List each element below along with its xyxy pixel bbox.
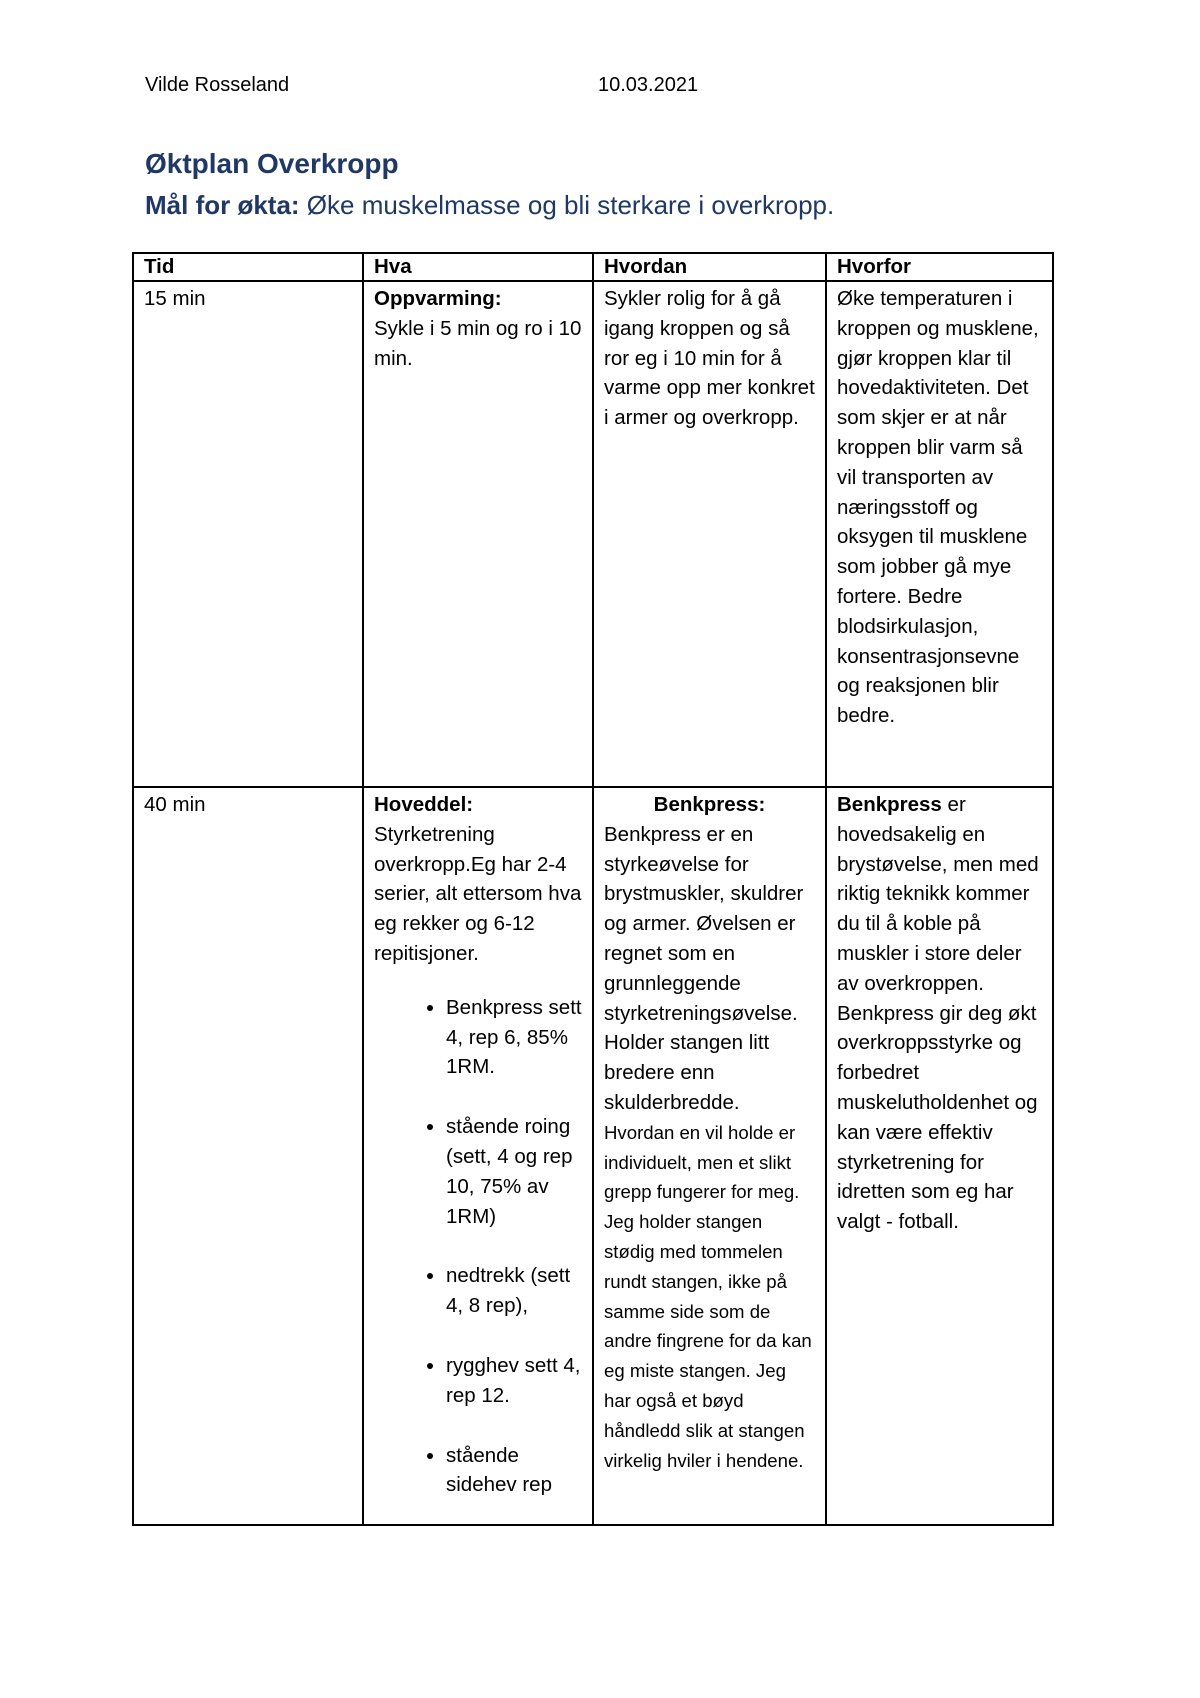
page-title: Øktplan Overkropp — [145, 148, 399, 179]
benchpress-label: Benkpress: — [653, 793, 766, 816]
table-row — [133, 281, 1053, 787]
cell-tid: 15 min — [133, 281, 363, 787]
document-date: 10.03.2021 — [598, 74, 699, 96]
list-item: • Benkpress sett 4, rep 6, 85% 1RM. — [446, 993, 582, 1082]
grip-description: Hvordan en vil holde er individuelt, men et slikt grepp fungerer for meg. Jeg holder stangen stødig med tommelen rundt stangen, ikke på samme side som de andre fingrene for da kan eg miste stangen. Jeg har også et bøyd håndledd slik at stangen virkelig hviler i hendene. — [604, 1121, 812, 1471]
cell-hva — [363, 281, 593, 787]
benchpress-reason: er hovedsakelig en brystøvelse, men med riktig teknikk kommer du til å koble på muskler i store deler av overkroppen. Benkpress gir deg økt overkroppsstyrke og forbedret muskelutholdenhet og kan være effektiv styrketrening for idretten som eg har valgt - fotball. — [837, 793, 1039, 1234]
list-item: • nedtrekk (sett 4, 8 rep), — [446, 1261, 582, 1321]
warmup-label: Oppvarming: — [374, 287, 502, 310]
header-hvorfor: Hvorfor — [826, 253, 1053, 281]
cell-tid: 40 min — [133, 787, 363, 1525]
header-hvordan: Hvordan — [593, 253, 826, 281]
benchpress-bold: Benkpress — [837, 793, 942, 816]
goal-line — [145, 190, 834, 221]
cell-hvordan: Sykler rolig for å gå igang kroppen og så ror eg i 10 min for å varme opp mer konkret i armer og overkropp. — [593, 281, 826, 787]
header-tid: Tid — [133, 253, 363, 281]
main-part-label: Hoveddel: — [374, 793, 474, 816]
goal-text: Øke muskelmasse og bli sterkare i overkropp. — [299, 190, 835, 220]
header-hva: Hva — [363, 253, 593, 281]
cell-hvorfor — [826, 787, 1053, 1525]
table-header-row — [133, 253, 1053, 281]
cell-hvorfor: Øke temperaturen i kroppen og musklene, gjør kroppen klar til hovedaktiviteten. Det som skjer er at når kroppen blir varm så vil transporten av næringsstoff og oksygen til musklene som jobber gå mye fortere. Bedre blodsirkulasjon, konsentrasjonsevne og reaksjonen blir bedre. — [826, 281, 1053, 787]
exercise-list — [374, 993, 582, 1500]
list-item: • stående roing (sett, 4 og rep 10, 75% av 1RM) — [446, 1112, 582, 1231]
page-header — [145, 74, 1045, 97]
list-item: • rygghev sett 4, rep 12. — [446, 1351, 582, 1411]
workout-plan-table — [132, 252, 1054, 1526]
goal-label: Mål for økta: — [145, 190, 300, 220]
cell-hvordan — [593, 787, 826, 1525]
cell-hva — [363, 787, 593, 1525]
list-item: • stående sidehev rep — [446, 1441, 582, 1501]
author-name: Vilde Rosseland — [145, 74, 290, 96]
table-row — [133, 787, 1053, 1525]
warmup-text: Sykle i 5 min og ro i 10 min. — [374, 316, 582, 370]
main-part-text: Styrketrening overkropp.Eg har 2-4 serier, alt ettersom hva eg rekker og 6-12 repitisjoner. — [374, 822, 582, 965]
benchpress-description: Benkpress er en styrkeøvelse for brystmuskler, skuldrer og armer. Øvelsen er regnet som en grunnleggende styrketreningsøvelse. Holder stangen litt bredere enn skulderbredde. — [604, 822, 804, 1114]
